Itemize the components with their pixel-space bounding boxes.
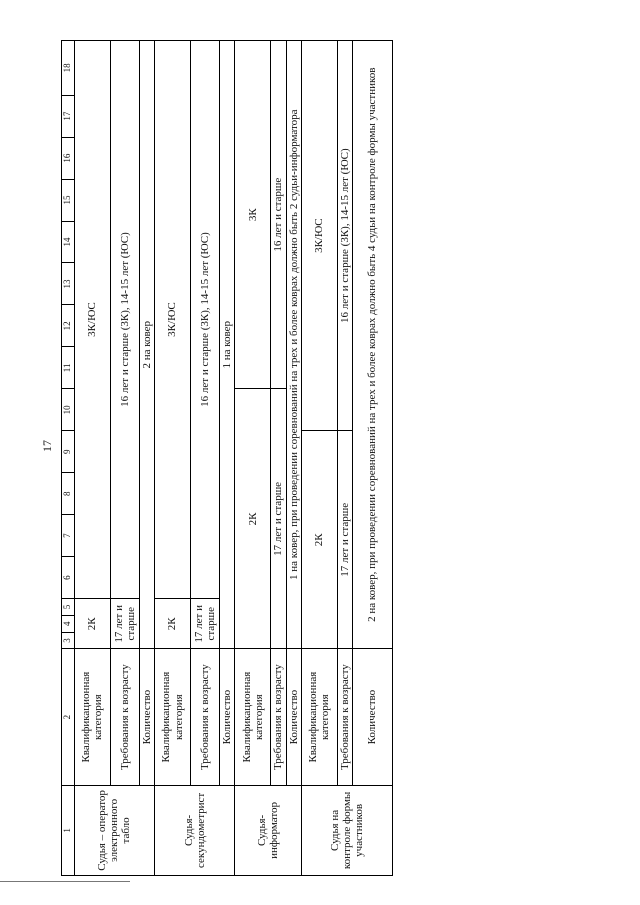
row-label: Требования к возрасту <box>191 649 220 785</box>
right-value: 16 лет и старше (3К), 14-15 лет (ЮС) <box>110 41 139 599</box>
header-cell: 12 <box>62 305 75 347</box>
rotated-table-wrapper <box>61 40 393 876</box>
row-label: Требования к возрасту <box>110 649 139 785</box>
table-row <box>353 41 393 876</box>
quantity-value: 1 на ковер <box>220 41 235 649</box>
role-cell: Судья-секундометрист <box>155 785 235 875</box>
header-cell: 17 <box>62 95 75 137</box>
quantity-value: 2 на ковер, при проведении соревнований на трех и более коврах должно быть 4 судьи на контроле формы участников <box>353 41 393 649</box>
header-cell: 7 <box>62 515 75 557</box>
row-label: Квалификационная категория <box>74 649 110 785</box>
header-cell: 14 <box>62 221 75 263</box>
row-label: Квалификационная категория <box>235 649 271 785</box>
header-cell: 3 <box>62 632 75 649</box>
right-value: 3К <box>235 41 271 389</box>
row-label: Количество <box>220 649 235 785</box>
row-label: Квалификационная категория <box>155 649 191 785</box>
row-label: Количество <box>286 649 301 785</box>
left-value: 2К <box>235 389 271 649</box>
table-row <box>110 41 139 876</box>
header-cell: 9 <box>62 431 75 473</box>
header-cell: 1 <box>62 785 75 875</box>
footnote-rule <box>0 881 130 882</box>
table-row <box>155 41 191 876</box>
left-value: 17 лет и старше <box>191 599 220 649</box>
header-cell: 8 <box>62 473 75 515</box>
header-cell: 16 <box>62 137 75 179</box>
row-label: Количество <box>353 649 393 785</box>
role-cell: Судья-информатор <box>235 785 301 875</box>
header-cell: 15 <box>62 179 75 221</box>
role-cell: Судья – оператор электронного табло <box>74 785 154 875</box>
left-value: 2К <box>74 599 110 649</box>
table-row <box>286 41 301 876</box>
header-cell: 5 <box>62 599 75 616</box>
left-value: 2К <box>155 599 191 649</box>
right-value: 3К/ЮС <box>301 41 337 431</box>
right-value: 16 лет и старше <box>271 41 286 389</box>
row-label: Требования к возрасту <box>271 649 286 785</box>
header-cell: 4 <box>62 615 75 632</box>
quantity-value: 1 на ковер, при проведении соревнований на трех и более коврах должно быть 2 судьи-информатора <box>286 41 301 649</box>
quantity-value: 2 на ковер <box>139 41 154 649</box>
header-cell: 13 <box>62 263 75 305</box>
table-row <box>271 41 286 876</box>
right-value: 16 лет и старше (3К), 14-15 лет (ЮС) <box>191 41 220 599</box>
header-cell: 2 <box>62 649 75 785</box>
table-row <box>220 41 235 876</box>
header-cell: 6 <box>62 557 75 599</box>
referee-requirements-table <box>61 40 393 876</box>
header-cell: 10 <box>62 389 75 431</box>
row-label: Требования к возрасту <box>337 649 352 785</box>
page-number: 17 <box>40 440 54 452</box>
row-label: Количество <box>139 649 154 785</box>
right-value: 16 лет и старше (3К), 14-15 лет (ЮС) <box>337 41 352 431</box>
left-value: 17 лет и старше <box>271 389 286 649</box>
table-row <box>74 41 110 876</box>
table-row <box>139 41 154 876</box>
table-row <box>235 41 271 876</box>
header-cell: 11 <box>62 347 75 389</box>
role-cell: Судья на контроле формы участников <box>301 785 392 875</box>
header-cell: 18 <box>62 41 75 96</box>
row-label: Квалификационная категория <box>301 649 337 785</box>
right-value: 3К/ЮС <box>155 41 191 599</box>
table-row <box>191 41 220 876</box>
left-value: 17 лет и старше <box>110 599 139 649</box>
left-value: 2К <box>301 431 337 649</box>
left-value: 17 лет и старше <box>337 431 352 649</box>
header-row <box>62 41 75 876</box>
table-row <box>301 41 337 876</box>
table-row <box>337 41 352 876</box>
right-value: 3К/ЮС <box>74 41 110 599</box>
